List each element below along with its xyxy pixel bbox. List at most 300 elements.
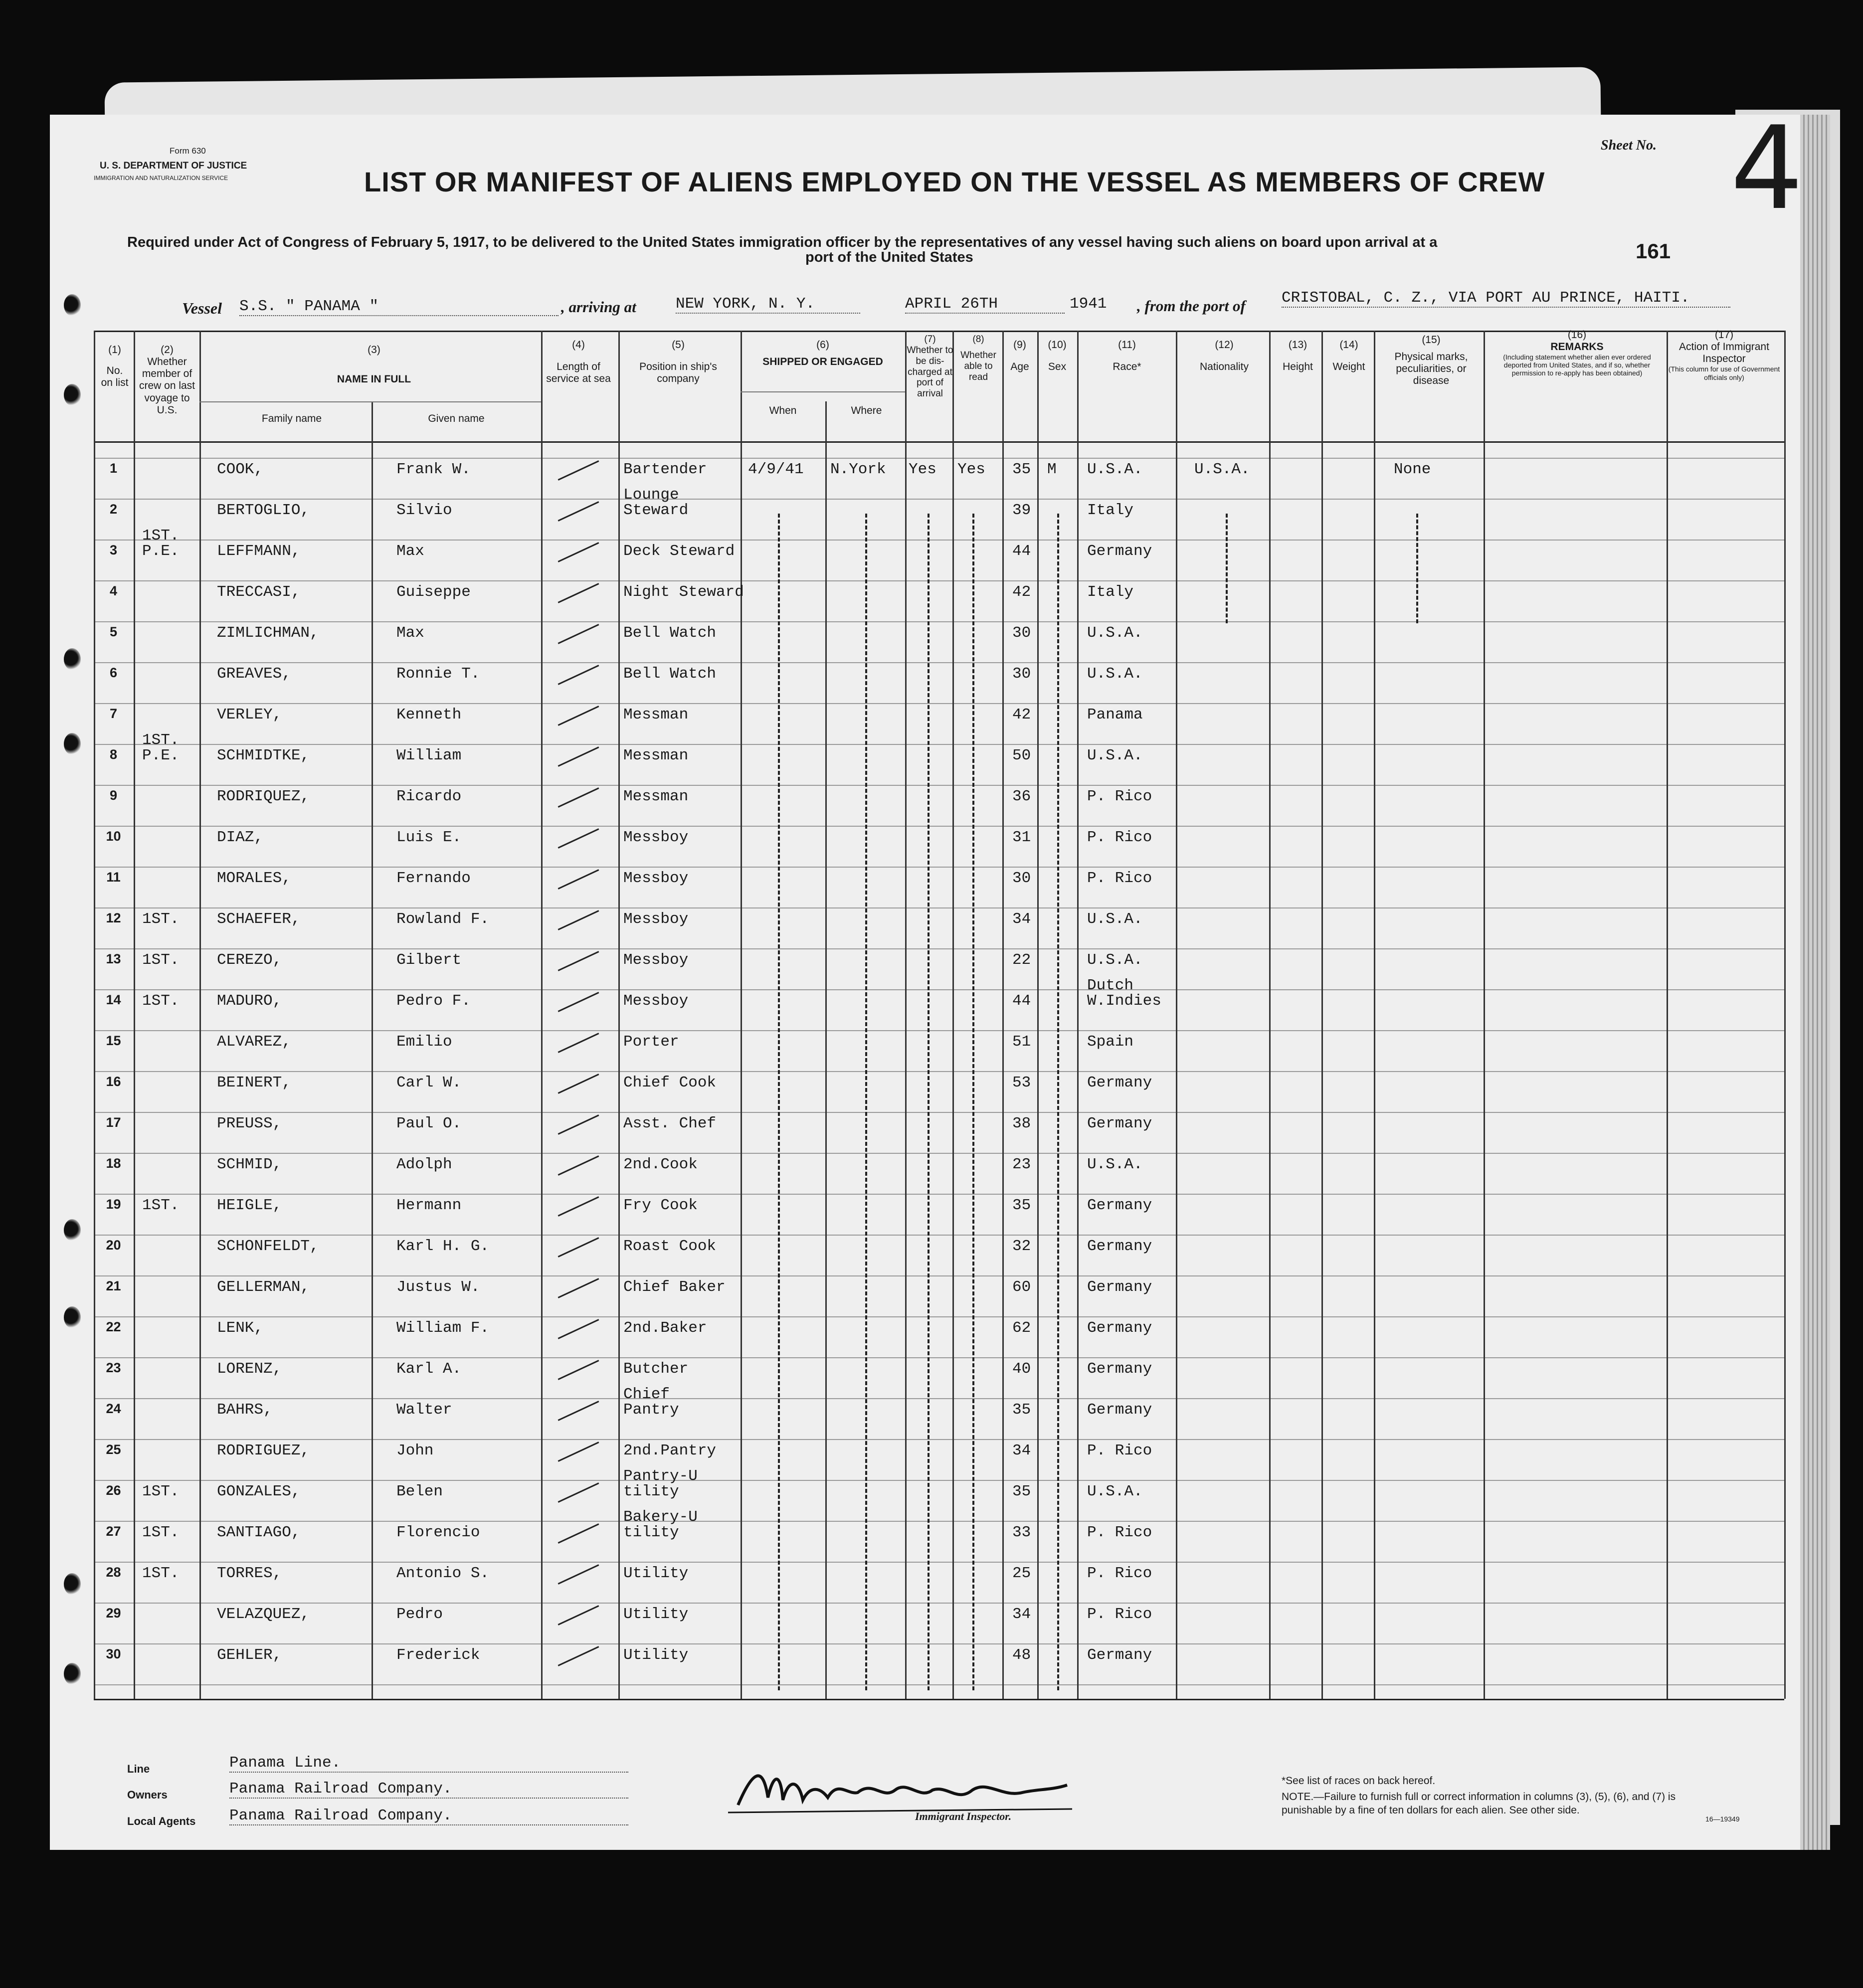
stamp-number: 161	[1636, 239, 1671, 263]
column-rule	[1269, 331, 1271, 1699]
col-9-header: (9) Age	[1010, 339, 1029, 373]
arrival-date: APRIL 26TH	[905, 295, 1065, 314]
col-12-header: (12) Nationality	[1199, 339, 1249, 373]
age-cell: 50	[1012, 747, 1031, 764]
given-name-cell: Florencio	[396, 1524, 480, 1541]
position-cell: Utility	[623, 1565, 689, 1582]
position-cell: Messboy	[623, 992, 689, 1010]
row-rule	[94, 907, 1784, 908]
given-name-cell: Adolph	[396, 1156, 452, 1173]
from-label: , from the port of	[1137, 297, 1246, 315]
position-cell: Messboy	[623, 910, 689, 928]
column-rule	[1784, 331, 1786, 1699]
service: IMMIGRATION AND NATURALIZATION SERVICE	[94, 175, 228, 181]
family-name-cell: MADURO,	[217, 992, 282, 1010]
age-cell: 30	[1012, 665, 1031, 683]
race-cell: P. Rico	[1087, 870, 1152, 887]
col-13-header: (13) Height	[1283, 339, 1313, 373]
race-cell: Italy	[1087, 502, 1134, 519]
family-name-cell: LENK,	[217, 1319, 264, 1337]
family-name-cell: VELAZQUEZ,	[217, 1606, 310, 1623]
row-rule	[94, 621, 1784, 622]
position-cell: Asst. Chef	[623, 1115, 717, 1132]
family-name-cell: RODRIQUEZ,	[217, 788, 310, 805]
from-port: CRISTOBAL, C. Z., VIA PORT AU PRINCE, HAITI.	[1282, 289, 1730, 308]
local-agents-value: Panama Railroad Company.	[229, 1807, 628, 1825]
shipped-where-cell: N.York	[830, 461, 886, 478]
given-name-cell: Hermann	[396, 1197, 462, 1214]
age-cell: 42	[1012, 583, 1031, 601]
race-cell: U.S.A.	[1087, 1156, 1143, 1173]
row-number: 15	[106, 1033, 121, 1048]
position-cell: Messman	[623, 706, 689, 723]
row-number: 28	[106, 1565, 121, 1580]
col-16-header: (16) REMARKS (Including statement whether alien ever ordered deported from United States, and if so, whether permission to re-apply has been obtained)	[1503, 329, 1651, 377]
races-note: *See list of races on back hereof.	[1282, 1775, 1436, 1787]
position-cell: 2nd.Baker	[623, 1319, 707, 1337]
shipped-where-header: Where	[851, 405, 882, 416]
row-number: 8	[109, 747, 118, 762]
ditto-line	[928, 514, 930, 1690]
race-cell: P. Rico	[1087, 1524, 1152, 1541]
family-name-cell: DIAZ,	[217, 829, 264, 846]
family-name-cell: TORRES,	[217, 1565, 282, 1582]
owners-label: Owners	[127, 1789, 168, 1801]
position-cell: Messman	[623, 747, 689, 764]
race-cell: U.S.A.	[1087, 910, 1143, 928]
ditto-line	[778, 514, 780, 1690]
row-number: 9	[109, 788, 118, 803]
given-name-cell: Max	[396, 624, 424, 642]
col-7-header: (7) Whether to be dis-charged at port of arrival	[907, 334, 953, 399]
row-number: 20	[106, 1238, 121, 1253]
age-cell: 30	[1012, 624, 1031, 642]
row-number: 2	[109, 502, 118, 517]
column-rule	[1321, 331, 1323, 1699]
family-name-cell: BEINERT,	[217, 1074, 291, 1091]
arrival-year: 1941	[1070, 295, 1107, 313]
row-number: 23	[106, 1360, 121, 1375]
family-name-cell: SANTIAGO,	[217, 1524, 301, 1541]
row-rule	[94, 1562, 1784, 1563]
row-rule	[94, 1030, 1784, 1031]
binder-hole	[64, 1219, 81, 1241]
age-cell: 42	[1012, 706, 1031, 723]
age-cell: 34	[1012, 910, 1031, 928]
row-rule	[94, 1521, 1784, 1522]
column-rule	[1037, 331, 1039, 1699]
position-cell: Bartender	[623, 461, 707, 478]
given-name-cell: William	[396, 747, 462, 764]
vessel-name: S.S. " PANAMA "	[239, 298, 559, 316]
age-cell: 34	[1012, 1442, 1031, 1459]
row-rule	[94, 1684, 1784, 1685]
last-voyage-cell: 1ST.	[142, 1483, 180, 1500]
family-name-cell: ALVAREZ,	[217, 1033, 291, 1051]
row-number: 18	[106, 1156, 121, 1171]
vessel-label: Vessel	[182, 299, 222, 317]
row-number: 11	[106, 870, 121, 885]
race-cell: Germany	[1087, 1319, 1152, 1337]
row-rule	[94, 1153, 1784, 1154]
column-rule	[372, 401, 373, 1699]
inspector-signature	[723, 1750, 1082, 1830]
age-cell: 33	[1012, 1524, 1031, 1541]
given-name-cell: Rowland F.	[396, 910, 490, 928]
family-name-cell: CEREZO,	[217, 951, 282, 969]
arriving-port: NEW YORK, N. Y.	[676, 295, 860, 314]
family-name-cell: BERTOGLIO,	[217, 502, 310, 519]
race-cell: U.S.A.	[1087, 624, 1143, 642]
owners-value: Panama Railroad Company.	[229, 1780, 628, 1799]
ditto-line	[865, 514, 867, 1690]
nationality-cell: U.S.A.	[1194, 461, 1250, 478]
col-8-header: (8) Whether able to read	[960, 334, 996, 382]
row-rule	[94, 744, 1784, 745]
position-cell: Night Steward	[623, 583, 744, 601]
form-number: Form 630	[170, 146, 206, 156]
binder-hole	[64, 294, 81, 316]
given-name-cell: Justus W.	[396, 1278, 480, 1296]
department: U. S. DEPARTMENT OF JUSTICE	[100, 161, 247, 171]
table-header-border	[94, 441, 1784, 443]
column-rule	[94, 331, 95, 1699]
family-name-cell: PREUSS,	[217, 1115, 282, 1132]
row-rule	[94, 989, 1784, 990]
family-name-cell: COOK,	[217, 461, 264, 478]
col-5-header: (5) Position in ship's company	[639, 339, 717, 385]
row-number: 12	[106, 910, 121, 925]
row-rule	[94, 1071, 1784, 1072]
race-cell: Dutch W.Indies	[1087, 977, 1161, 1010]
race-cell: Germany	[1087, 1238, 1152, 1255]
discharged-cell: Yes	[909, 461, 936, 478]
age-cell: 62	[1012, 1319, 1031, 1337]
given-name-cell: Antonio S.	[396, 1565, 490, 1582]
row-rule	[94, 1643, 1784, 1644]
age-cell: 53	[1012, 1074, 1031, 1091]
age-cell: 48	[1012, 1646, 1031, 1664]
position-cell: 2nd.Cook	[623, 1156, 698, 1173]
position-cell: Porter	[623, 1033, 679, 1051]
last-voyage-cell: 1ST.	[142, 1524, 180, 1541]
position-cell: Messboy	[623, 870, 689, 887]
age-cell: 44	[1012, 992, 1031, 1010]
position-cell: Chief Cook	[623, 1074, 717, 1091]
inspector-label: Immigrant Inspector.	[915, 1810, 1012, 1822]
race-cell: U.S.A.	[1087, 747, 1143, 764]
col-4-header: (4) Length of service at sea	[546, 339, 611, 385]
binder-hole	[64, 384, 81, 406]
ditto-line	[972, 514, 974, 1690]
binder-hole	[64, 1306, 81, 1328]
age-cell: 35	[1012, 1483, 1031, 1500]
subheader-rule	[199, 401, 541, 402]
given-name-cell: John	[396, 1442, 434, 1459]
family-name-cell: SCHONFELDT,	[217, 1238, 319, 1255]
family-name-cell: RODRIGUEZ,	[217, 1442, 310, 1459]
position-cell: Chief Baker	[623, 1278, 726, 1296]
age-cell: 44	[1012, 542, 1031, 560]
race-cell: Italy	[1087, 583, 1134, 601]
row-rule	[94, 1275, 1784, 1276]
position-cell: Bakery-Utility	[623, 1508, 698, 1541]
race-cell: P. Rico	[1087, 788, 1152, 805]
col-17-header: (17) Action of Immigrant Inspector (This column for use of Government officials only)	[1668, 329, 1780, 381]
row-number: 14	[106, 992, 121, 1007]
race-cell: Spain	[1087, 1033, 1134, 1051]
last-voyage-cell: 1ST.	[142, 910, 180, 928]
subtitle-port: port of the United States	[805, 249, 973, 265]
line-value: Panama Line.	[229, 1754, 628, 1773]
column-rule	[134, 331, 135, 1699]
family-name-cell: VERLEY,	[217, 706, 282, 723]
line-label: Line	[127, 1763, 150, 1775]
column-rule	[199, 331, 201, 1699]
column-rule	[1176, 331, 1177, 1699]
row-rule	[94, 580, 1784, 581]
family-name-cell: HEIGLE,	[217, 1197, 282, 1214]
shipped-when-header: When	[769, 405, 797, 416]
col-3-header: (3) NAME IN FULL	[337, 344, 411, 385]
given-name-cell: Ricardo	[396, 788, 462, 805]
position-cell: Fry Cook	[623, 1197, 698, 1214]
row-number: 19	[106, 1197, 121, 1212]
family-name-cell: SCHMIDTKE,	[217, 747, 310, 764]
family-name-cell: LEFFMANN,	[217, 542, 301, 560]
given-name-cell: Karl A.	[396, 1360, 462, 1378]
binder-hole	[64, 733, 81, 755]
race-cell: U.S.A.	[1087, 461, 1143, 478]
family-name-cell: MORALES,	[217, 870, 291, 887]
family-name-cell: LORENZ,	[217, 1360, 282, 1378]
position-cell: 2nd.Pantry	[623, 1442, 717, 1459]
column-rule	[1484, 331, 1485, 1699]
family-name-cell: GELLERMAN,	[217, 1278, 310, 1296]
physical-marks-cell: None	[1394, 461, 1431, 478]
given-name-cell: Guiseppe	[396, 583, 471, 601]
race-cell: Germany	[1087, 1115, 1152, 1132]
row-rule	[94, 703, 1784, 704]
race-cell: Germany	[1087, 1074, 1152, 1091]
given-name-cell: Frank W.	[396, 461, 471, 478]
subtitle: Required under Act of Congress of February 5, 1917, to be delivered to the United States immigration officer by the representatives of any vessel having such aliens on board upon arrival at a	[127, 234, 1438, 250]
row-number: 5	[109, 624, 118, 639]
given-name-cell: Belen	[396, 1483, 443, 1500]
row-rule	[94, 1316, 1784, 1317]
row-number: 25	[106, 1442, 121, 1457]
row-number: 13	[106, 951, 121, 966]
last-voyage-cell: 1ST.	[142, 992, 180, 1010]
given-name-cell: Max	[396, 542, 424, 560]
row-rule	[94, 1603, 1784, 1604]
last-voyage-cell: 1ST.	[142, 1197, 180, 1214]
row-rule	[94, 458, 1784, 459]
last-voyage-cell: 1ST. P.E.	[142, 527, 180, 560]
family-name-cell: GEHLER,	[217, 1646, 282, 1664]
family-name-cell: GONZALES,	[217, 1483, 301, 1500]
row-rule	[94, 948, 1784, 949]
ditto-line	[1416, 514, 1418, 623]
race-cell: Germany	[1087, 1197, 1152, 1214]
age-cell: 40	[1012, 1360, 1031, 1378]
family-name-header: Family name	[261, 413, 322, 424]
age-cell: 32	[1012, 1238, 1031, 1255]
col-6-header: (6) SHIPPED OR ENGAGED	[762, 339, 883, 368]
row-rule	[94, 826, 1784, 827]
binder-hole	[64, 648, 81, 670]
column-rule	[825, 401, 827, 1699]
row-rule	[94, 540, 1784, 541]
family-name-cell: BAHRS,	[217, 1401, 273, 1419]
position-cell: Bell Watch	[623, 624, 717, 642]
family-name-cell: SCHMID,	[217, 1156, 282, 1173]
column-rule	[618, 331, 620, 1699]
race-cell: P. Rico	[1087, 1565, 1152, 1582]
given-name-cell: Pedro	[396, 1606, 443, 1623]
family-name-cell: SCHAEFER,	[217, 910, 301, 928]
age-cell: 22	[1012, 951, 1031, 969]
row-number: 30	[106, 1646, 121, 1661]
position-cell: Utility	[623, 1606, 689, 1623]
sheet-number: 4	[1730, 102, 1804, 235]
age-cell: 23	[1012, 1156, 1031, 1173]
age-cell: 36	[1012, 788, 1031, 805]
age-cell: 51	[1012, 1033, 1031, 1051]
row-number: 10	[106, 829, 121, 844]
column-rule	[1374, 331, 1375, 1699]
shipped-when-cell: 4/9/41	[748, 461, 804, 478]
col-14-header: (14) Weight	[1332, 339, 1365, 373]
sex-cell: M	[1047, 461, 1057, 478]
row-rule	[94, 1112, 1784, 1113]
family-name-cell: ZIMLICHMAN,	[217, 624, 319, 642]
column-rule	[741, 331, 742, 1699]
last-voyage-cell: 1ST. P.E.	[142, 731, 180, 764]
last-voyage-cell: 1ST.	[142, 1565, 180, 1582]
row-rule	[94, 1480, 1784, 1481]
position-cell: Bell Watch	[623, 665, 717, 683]
race-cell: P. Rico	[1087, 829, 1152, 846]
page-stack-edge	[1800, 115, 1830, 1850]
race-cell: P. Rico	[1087, 1442, 1152, 1459]
row-number: 21	[106, 1278, 121, 1293]
position-cell: Pantry-Utility	[623, 1467, 698, 1500]
column-rule	[952, 331, 954, 1699]
ditto-line	[1226, 514, 1228, 623]
row-rule	[94, 1398, 1784, 1399]
row-rule	[94, 1235, 1784, 1236]
age-cell: 35	[1012, 1197, 1031, 1214]
given-name-cell: Luis E.	[396, 829, 462, 846]
position-cell: Messboy	[623, 951, 689, 969]
able-to-read-cell: Yes	[957, 461, 985, 478]
table-bottom-border	[94, 1699, 1784, 1700]
race-cell: Germany	[1087, 1278, 1152, 1296]
position-cell: Chief Pantry	[623, 1386, 679, 1419]
row-number: 24	[106, 1401, 121, 1416]
row-rule	[94, 1357, 1784, 1358]
row-number: 3	[109, 542, 118, 557]
col-2-header: (2) Whether member of crew on last voyage to U.S.	[139, 344, 195, 416]
row-rule	[94, 662, 1784, 663]
race-cell: U.S.A.	[1087, 951, 1143, 969]
position-cell: Messman	[623, 788, 689, 805]
age-cell: 25	[1012, 1565, 1031, 1582]
age-cell: 35	[1012, 1401, 1031, 1419]
row-number: 4	[109, 583, 118, 598]
given-name-cell: Kenneth	[396, 706, 462, 723]
row-rule	[94, 1194, 1784, 1195]
age-cell: 39	[1012, 502, 1031, 519]
given-name-cell: Walter	[396, 1401, 452, 1419]
row-number: 29	[106, 1606, 121, 1621]
race-cell: Germany	[1087, 1646, 1152, 1664]
race-cell: U.S.A.	[1087, 1483, 1143, 1500]
row-number: 7	[109, 706, 118, 721]
race-cell: Germany	[1087, 1401, 1152, 1419]
column-rule	[541, 331, 543, 1699]
race-cell: U.S.A.	[1087, 665, 1143, 683]
local-agents-label: Local Agents	[127, 1815, 196, 1827]
row-rule	[94, 1439, 1784, 1440]
subheader-rule	[741, 391, 905, 392]
age-cell: 60	[1012, 1278, 1031, 1296]
row-number: 17	[106, 1115, 121, 1130]
position-cell: Messboy	[623, 829, 689, 846]
row-number: 16	[106, 1074, 121, 1089]
given-name-cell: Fernando	[396, 870, 471, 887]
given-name-cell: Silvio	[396, 502, 452, 519]
given-name-cell: Pedro F.	[396, 992, 471, 1010]
row-rule	[94, 867, 1784, 868]
binder-hole	[64, 1573, 81, 1595]
row-number: 1	[109, 461, 118, 476]
column-rule	[1002, 331, 1004, 1699]
family-name-cell: TRECCASI,	[217, 583, 301, 601]
race-cell: Germany	[1087, 542, 1152, 560]
column-rule	[1077, 331, 1079, 1699]
arriving-label: , arriving at	[561, 298, 636, 316]
given-name-cell: Frederick	[396, 1646, 480, 1664]
age-cell: 38	[1012, 1115, 1031, 1132]
race-cell: Germany	[1087, 1360, 1152, 1378]
col-1-header: (1) No. on list	[101, 344, 129, 389]
column-rule	[1667, 331, 1668, 1699]
penalty-note: NOTE.—Failure to furnish full or correct information in columns (3), (5), (6), and (7) is punishable by a fine of ten dollars for each alien. See other side.	[1282, 1791, 1676, 1816]
sheet-label: Sheet No.	[1601, 138, 1657, 153]
position-cell: Lounge Steward	[623, 486, 689, 519]
ditto-line	[1057, 514, 1059, 1690]
binder-hole	[64, 1663, 81, 1685]
row-number: 6	[109, 665, 118, 680]
given-name-header: Given name	[428, 413, 485, 424]
age-cell: 31	[1012, 829, 1031, 846]
col-11-header: (11) Race*	[1113, 339, 1141, 373]
col-15-header: (15) Physical marks, peculiarities, or disease	[1394, 334, 1468, 387]
row-rule	[94, 499, 1784, 500]
given-name-cell: Karl H. G.	[396, 1238, 490, 1255]
given-name-cell: William F.	[396, 1319, 490, 1337]
race-cell: Panama	[1087, 706, 1143, 723]
position-cell: Butcher	[623, 1360, 689, 1378]
given-name-cell: Emilio	[396, 1033, 452, 1051]
given-name-cell: Paul O.	[396, 1115, 462, 1132]
col-10-header: (10) Sex	[1048, 339, 1067, 373]
family-name-cell: GREAVES,	[217, 665, 291, 683]
given-name-cell: Carl W.	[396, 1074, 462, 1091]
column-rule	[905, 331, 907, 1699]
